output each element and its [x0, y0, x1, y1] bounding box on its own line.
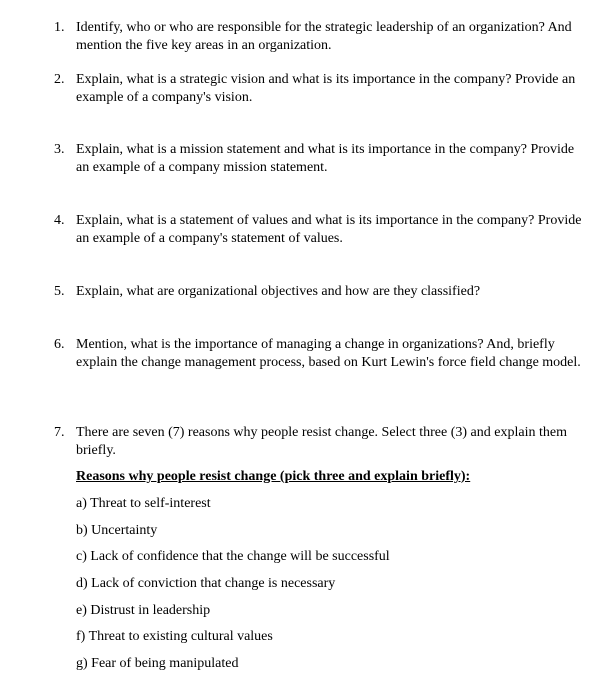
- question-number: 6.: [54, 337, 65, 352]
- reason-item: b) Uncertainty: [76, 523, 158, 538]
- question-text: Explain, what is a statement of values and what is its importance in the company? Provide an example of a company's statement of values.: [76, 213, 582, 246]
- question-number: 2.: [54, 72, 65, 87]
- question-6: [54, 336, 584, 372]
- question-number: 7.: [54, 425, 65, 440]
- question-2: [54, 71, 584, 107]
- question-number: 3.: [54, 142, 65, 157]
- reason-item: d) Lack of conviction that change is necessary: [76, 576, 336, 591]
- question-number: 5.: [54, 284, 65, 299]
- reasons-heading: Reasons why people resist change (pick three and explain briefly):: [76, 469, 471, 484]
- question-text: Identify, who or who are responsible for the strategic leadership of an organization? And mention the five key areas in an organization.: [76, 20, 572, 53]
- question-3: [54, 141, 584, 177]
- question-number: 1.: [54, 20, 65, 35]
- question-text: There are seven (7) reasons why people resist change. Select three (3) and explain them briefly.: [76, 425, 567, 458]
- question-number: 4.: [54, 213, 65, 228]
- reason-item: g) Fear of being manipulated: [76, 656, 239, 671]
- reason-item: c) Lack of confidence that the change will be successful: [76, 549, 390, 564]
- reason-item: f) Threat to existing cultural values: [76, 629, 273, 644]
- question-text: Explain, what are organizational objectives and how are they classified?: [76, 284, 481, 299]
- question-text: Explain, what is a mission statement and what is its importance in the company? Provide an example of a company mission statement.: [76, 142, 575, 175]
- question-4: [54, 212, 584, 248]
- question-5: [54, 283, 584, 301]
- question-text: Mention, what is the importance of managing a change in organizations? And, briefly explain the change management process, based on Kurt Lewin's force field change model.: [76, 337, 581, 370]
- question-7: [54, 424, 584, 460]
- question-text: Explain, what is a strategic vision and what is its importance in the company? Provide an example of a company's vision.: [76, 72, 576, 105]
- reason-item: e) Distrust in leadership: [76, 603, 211, 618]
- reason-item: a) Threat to self-interest: [76, 496, 211, 511]
- question-1: [54, 19, 584, 55]
